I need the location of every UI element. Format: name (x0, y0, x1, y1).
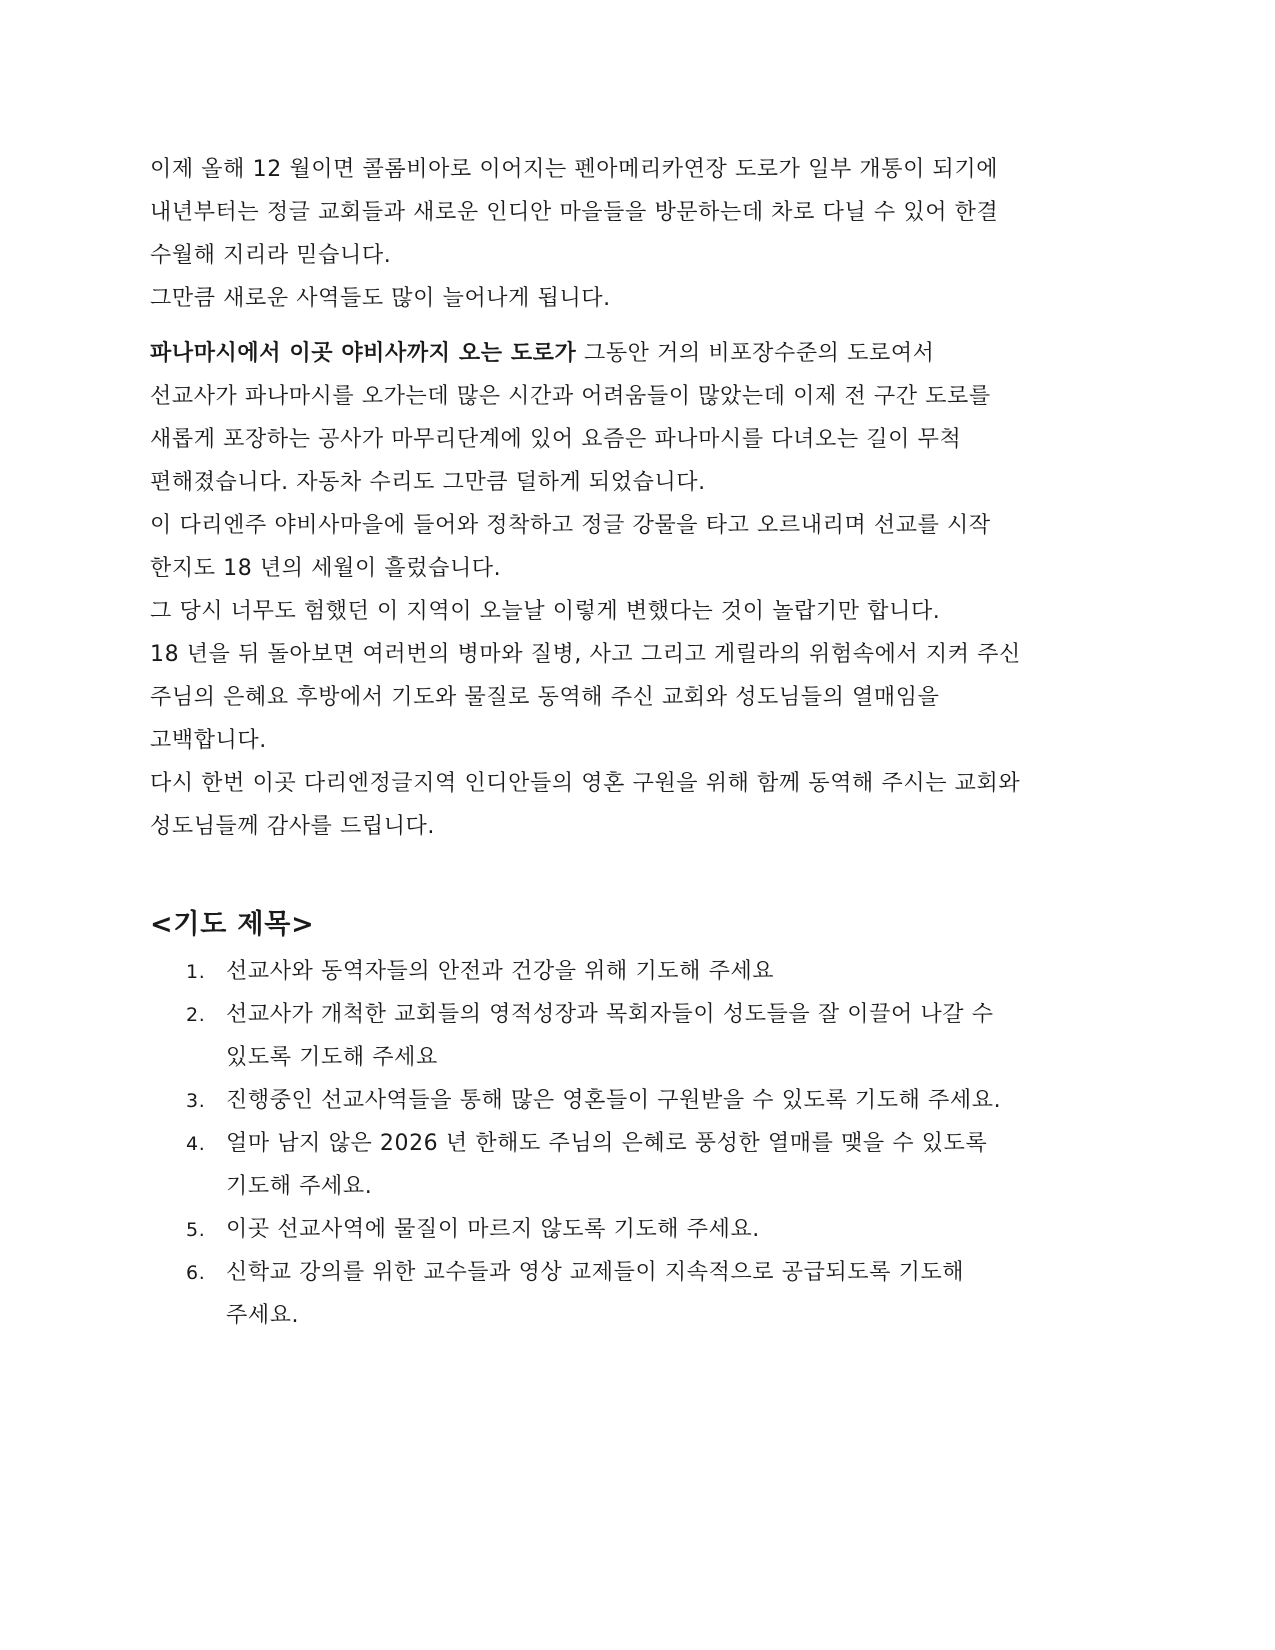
text-line: 다시 한번 이곳 다리엔정글지역 인디안들의 영혼 구원을 위해 함께 동역해 주시는 교회와 (150, 771, 1021, 796)
text-line: 이 다리엔주 야비사마을에 들어와 정착하고 정글 강물을 타고 오르내리며 선교를 시작 (150, 513, 991, 538)
list-number: 2. (186, 1004, 206, 1026)
prayer-item (150, 1079, 1140, 1122)
text-line: 고백합니다. (150, 728, 267, 753)
text-line: 한지도 18 년의 세월이 흘렀습니다. (150, 556, 502, 581)
paragraph-road-opening (150, 148, 1140, 320)
text-line: 수월해 지리라 믿습니다. (150, 243, 392, 268)
text-line: 주님의 은혜요 후방에서 기도와 물질로 동역해 주신 교회와 성도님들의 열매임을 (150, 685, 940, 710)
prayer-item (150, 950, 1140, 993)
list-number: 4. (186, 1133, 206, 1155)
prayer-item (150, 1251, 1140, 1337)
text-line: 진행중인 선교사역들을 통해 많은 영혼들이 구원받을 수 있도록 기도해 주세요. (226, 1088, 1002, 1113)
text-line: 편해졌습니다. 자동차 수리도 그만큼 덜하게 되었습니다. (150, 470, 706, 495)
text-line: 내년부터는 정글 교회들과 새로운 인디안 마을들을 방문하는데 차로 다닐 수 있어 한결 (150, 200, 999, 225)
text-run: 그동안 거의 비포장수준의 도로여서 (576, 341, 935, 366)
bold-phrase: 파나마시에서 이곳 야비사까지 오는 도로가 (150, 341, 577, 366)
document-body (150, 148, 1140, 1337)
text-line: 이제 올해 12 월이면 콜롬비아로 이어지는 펜아메리카연장 도로가 일부 개통이 되기에 (150, 157, 999, 182)
text-line: 기도해 주세요. (226, 1174, 373, 1199)
text-line: 선교사가 개척한 교회들의 영적성장과 목회자들이 성도들을 잘 이끌어 나갈 수 (226, 1002, 994, 1027)
paragraph-road-paving (150, 332, 1140, 848)
text-line: 그만큼 새로운 사역들도 많이 늘어나게 됩니다. (150, 286, 611, 311)
prayer-heading: <기도 제목> (150, 909, 315, 940)
list-number: 5. (186, 1219, 206, 1241)
text-line: 있도록 기도해 주세요 (226, 1045, 438, 1070)
prayer-list (150, 950, 1140, 1337)
text-line: 선교사와 동역자들의 안전과 건강을 위해 기도해 주세요 (226, 959, 775, 984)
text-line (150, 332, 1140, 375)
text-line: 신학교 강의를 위한 교수들과 영상 교제들이 지속적으로 공급되도록 기도해 (226, 1260, 965, 1285)
text-line: 새롭게 포장하는 공사가 마무리단계에 있어 요즘은 파나마시를 다녀오는 길이 무척 (150, 427, 962, 452)
text-line: 얼마 남지 않은 2026 년 한해도 주님의 은혜로 풍성한 열매를 맺을 수 있도록 (226, 1131, 988, 1156)
text-line: 이곳 선교사역에 물질이 마르지 않도록 기도해 주세요. (226, 1217, 760, 1242)
list-number: 3. (186, 1090, 206, 1112)
list-number: 1. (186, 961, 206, 983)
text-line: 18 년을 뒤 돌아보면 여러번의 병마와 질병, 사고 그리고 게릴라의 위험속에서 지켜 주신 (150, 642, 1021, 667)
list-number: 6. (186, 1262, 206, 1284)
text-line: 성도님들께 감사를 드립니다. (150, 814, 436, 839)
prayer-item (150, 1208, 1140, 1251)
text-line: 주세요. (226, 1303, 300, 1328)
prayer-item (150, 993, 1140, 1079)
prayer-item (150, 1122, 1140, 1208)
text-line: 선교사가 파나마시를 오가는데 많은 시간과 어려움들이 많았는데 이제 전 구간 도로를 (150, 384, 991, 409)
text-line: 그 당시 너무도 험했던 이 지역이 오늘날 이렇게 변했다는 것이 놀랍기만 합니다. (150, 599, 941, 624)
